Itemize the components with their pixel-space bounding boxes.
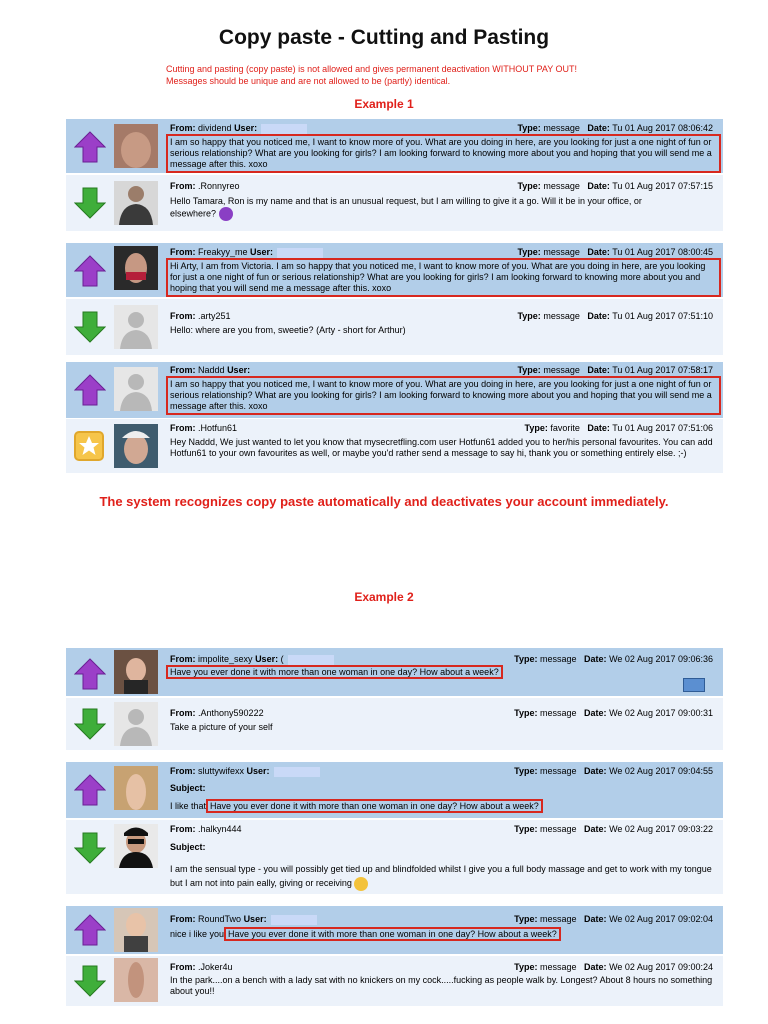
- redacted-block: [288, 655, 334, 665]
- arrow-up-icon: [74, 774, 106, 806]
- photo-attachment-icon[interactable]: [683, 678, 705, 692]
- message-date: Tu 01 Aug 2017 07:51:10: [612, 311, 713, 321]
- message-type: message: [540, 962, 577, 972]
- devil-emoji-icon: [219, 207, 233, 221]
- message-date: We 02 Aug 2017 09:00:31: [609, 708, 713, 718]
- subject-label: Subject:: [170, 842, 206, 852]
- message-text: Take a picture of your self: [170, 722, 273, 732]
- arrow-down-icon: [74, 311, 106, 343]
- message-type: favorite: [550, 423, 580, 433]
- redacted-block: [274, 767, 320, 777]
- message-text: I like that Have you ever done it with more than one woman in one day? How about a week?: [170, 801, 719, 812]
- sender-name[interactable]: .Anthony590222: [198, 708, 264, 718]
- message-row[interactable]: From: .halkyn444 Type: message Date: We 02 Aug 2017 09:03:22 Subject: I am the sensual type - you will possibly get tied up and blindfolded whilst I give you a full body massage and get to work with my tongue but I am not into pain eally, giving or receiving: [66, 820, 723, 894]
- message-date: Tu 01 Aug 2017 07:51:06: [612, 423, 713, 433]
- message-type: message: [543, 247, 580, 257]
- sender-name[interactable]: .Hotfun61: [198, 423, 238, 433]
- sender-name[interactable]: dividend: [198, 123, 232, 133]
- avatar[interactable]: [114, 246, 158, 290]
- message-text: Have you ever done it with more than one woman in one day? How about a week?: [166, 667, 719, 678]
- sender-name[interactable]: .arty251: [198, 311, 231, 321]
- arrow-up-icon: [74, 131, 106, 163]
- message-type: message: [540, 708, 577, 718]
- sender-name[interactable]: sluttywifexx: [198, 766, 245, 776]
- sender-name[interactable]: impolite_sexy: [198, 654, 253, 664]
- sender-name[interactable]: .Ronnyreo: [198, 181, 240, 191]
- message-row[interactable]: From: .Joker4u Type: message Date: We 02 Aug 2017 09:00:24 In the park....on a bench with a lady sat with no knickers on my cock.....fucking as people walk by. Longest? About 8 hours no something about you!!: [66, 956, 723, 1006]
- avatar[interactable]: [114, 424, 158, 468]
- sender-name[interactable]: Freakyy_me: [198, 247, 248, 257]
- redacted-block: [277, 248, 323, 258]
- message-date: We 02 Aug 2017 09:03:22: [609, 824, 713, 834]
- favorite-star-icon: [74, 431, 104, 461]
- message-row[interactable]: From: dividend User: Type: message Date: Tu 01 Aug 2017 08:06:42 I am so happy that you noticed me, I want to know more of you. What are you doing in here, are you looking for just a one night of fun or serious relationship? What are you looking for girls? I am looking forward to knowing more about you and hoping that you will send me a message after this. xoxo: [66, 119, 723, 173]
- arrow-up-icon: [74, 658, 106, 690]
- warning-line-1: Cutting and pasting (copy paste) is not allowed and gives permanent deactivation WITHOUT PAY OUT!: [166, 64, 578, 74]
- message-row[interactable]: From: RoundTwo User: Type: message Date: We 02 Aug 2017 09:02:04 nice i like you Have you ever done it with more than one woman in one day? How about a week?: [66, 906, 723, 954]
- message-text: I am the sensual type - you will possibly get tied up and blindfolded whilst I give you a full body massage and get to work with my tongue but I am not into pain eally, giving or receiving: [170, 862, 719, 891]
- arrow-up-icon: [74, 255, 106, 287]
- message-date: We 02 Aug 2017 09:00:24: [609, 962, 713, 972]
- message-text: Hey Naddd, We just wanted to let you know that mysecretfling.com user Hotfun61 added you to her/his personal favourites. You can add Hotfun61 to your own favourites as well, or maybe you'd rather send a message to say hi, thank you or something entirely else. ;-): [170, 437, 713, 458]
- message-text: I am so happy that you noticed me, I want to know more of you. What are you doing in here, are you looking for just a one night of fun or serious relationship? What are you looking for girls? I am looking forward to knowing more about you and hoping that you will send me a message after this. xoxo: [170, 379, 712, 411]
- message-row[interactable]: From: .Anthony590222 Type: message Date: We 02 Aug 2017 09:00:31 Take a picture of your self: [66, 698, 723, 750]
- message-type: message: [543, 123, 580, 133]
- redacted-block: [261, 124, 307, 134]
- avatar[interactable]: [114, 766, 158, 810]
- message-row[interactable]: From: .Ronnyreo Type: message Date: Tu 01 Aug 2017 07:57:15 Hello Tamara, Ron is my name and that is an unusual request, but I am willing to give it a go. Will it be in your office, or elsewhere?: [66, 175, 723, 231]
- message-type: message: [543, 181, 580, 191]
- avatar-placeholder[interactable]: [114, 367, 158, 411]
- avatar-placeholder[interactable]: [114, 305, 158, 349]
- avatar[interactable]: [114, 958, 158, 1002]
- notice-text: The system recognizes copy paste automatically and deactivates your account immediately.: [99, 494, 669, 509]
- message-type: message: [540, 824, 577, 834]
- sender-name[interactable]: .Joker4u: [198, 962, 233, 972]
- page-title: Copy paste - Cutting and Pasting: [218, 26, 550, 49]
- sender-name[interactable]: .halkyn444: [198, 824, 242, 834]
- subject-label: Subject:: [170, 783, 206, 793]
- message-date: We 02 Aug 2017 09:02:04: [609, 914, 713, 924]
- message-row[interactable]: From: Naddd User: Type: message Date: Tu 01 Aug 2017 07:58:17 I am so happy that you noticed me, I want to know more of you. What are you doing in here, are you looking for just a one night of fun or serious relationship? What are you looking for girls? I am looking forward to knowing more about you and hoping that you will send me a message after this. xoxo: [66, 362, 723, 418]
- message-type: message: [543, 365, 580, 375]
- message-text: Hi Arty, I am from Victoria. I am so happy that you noticed me, I want to know more of you. What are you doing in here, are you looking for just a one night of fun or serious relationship? What are you looking for girls? I am looking forward to knowing more about you and hoping that you will send me a message after this. xoxo: [170, 261, 706, 293]
- arrow-down-icon: [74, 832, 106, 864]
- message-date: We 02 Aug 2017 09:04:55: [609, 766, 713, 776]
- avatar[interactable]: [114, 181, 158, 225]
- message-text: Hello Tamara, Ron is my name and that is an unusual request, but I am willing to give it a go. Will it be in your office, or elsewhere?: [170, 196, 659, 221]
- avatar[interactable]: [114, 124, 158, 168]
- avatar[interactable]: [114, 650, 158, 694]
- message-text: Hello: where are you from, sweetie? (Arty - short for Arthur): [170, 325, 406, 335]
- message-type: message: [540, 654, 577, 664]
- message-text: nice i like you Have you ever done it with more than one woman in one day? How about a week?: [170, 929, 719, 940]
- arrow-down-icon: [74, 965, 106, 997]
- sender-name[interactable]: RoundTwo: [198, 914, 242, 924]
- message-text: I am so happy that you noticed me, I want to know more of you. What are you doing in here, are you looking for just a one night of fun or serious relationship? What are you looking for girls? I am looking forward to knowing more about you and hoping that you will send me a message after this. xoxo: [170, 137, 712, 169]
- message-type: message: [540, 766, 577, 776]
- message-date: Tu 01 Aug 2017 08:06:42: [612, 123, 713, 133]
- arrow-down-icon: [74, 708, 106, 740]
- warning-text: [166, 63, 577, 87]
- avatar[interactable]: [114, 824, 158, 868]
- warning-line-2: Messages should be unique and are not allowed to be (partly) identical.: [166, 76, 451, 86]
- message-type: message: [543, 311, 580, 321]
- message-date: Tu 01 Aug 2017 07:57:15: [612, 181, 713, 191]
- arrow-down-icon: [74, 187, 106, 219]
- message-row[interactable]: From: sluttywifexx User: Type: message Date: We 02 Aug 2017 09:04:55 Subject: I like that Have you ever done it with more than one woman in one day? How about a week?: [66, 762, 723, 818]
- message-date: We 02 Aug 2017 09:06:36: [609, 654, 713, 664]
- arrow-up-icon: [74, 374, 106, 406]
- message-date: Tu 01 Aug 2017 08:00:45: [612, 247, 713, 257]
- message-row[interactable]: From: Freakyy_me User: Type: message Date: Tu 01 Aug 2017 08:00:45 Hi Arty, I am from Victoria. I am so happy that you noticed me, I want to know more of you. What are you doing in here, are you looking for just a one night of fun or serious relationship? What are you looking for girls? I am looking forward to knowing more about you and hoping that you will send me a message after this. xoxo: [66, 243, 723, 297]
- sender-name[interactable]: Naddd: [198, 365, 225, 375]
- message-text: In the park....on a bench with a lady sat with no knickers on my cock.....fucking as people walk by. Longest? About 8 hours no something about you!!: [170, 975, 713, 996]
- arrow-up-icon: [74, 914, 106, 946]
- message-row[interactable]: From: impolite_sexy User: ( Type: message Date: We 02 Aug 2017 09:06:36 Have you ever done it with more than one woman in one day? How about a week?: [66, 648, 723, 696]
- redacted-block: [271, 915, 317, 925]
- message-date: Tu 01 Aug 2017 07:58:17: [612, 365, 713, 375]
- avatar[interactable]: [114, 908, 158, 952]
- example-1-label: Example 1: [354, 97, 414, 111]
- message-row[interactable]: From: .arty251 Type: message Date: Tu 01 Aug 2017 07:51:10 Hello: where are you from, sweetie? (Arty - short for Arthur): [66, 299, 723, 355]
- message-row[interactable]: From: .Hotfun61 Type: favorite Date: Tu 01 Aug 2017 07:51:06 Hey Naddd, We just wanted to let you know that mysecretfling.com user Hotfun61 added you to her/his personal favourites. You can add Hotfun61 to your own favourites as well, or maybe you'd rather send a message to say hi, thank you or something entirely else. ;-): [66, 419, 723, 473]
- example-2-label: Example 2: [354, 590, 414, 604]
- avatar-placeholder[interactable]: [114, 702, 158, 746]
- smile-emoji-icon: [354, 877, 368, 891]
- message-type: message: [540, 914, 577, 924]
